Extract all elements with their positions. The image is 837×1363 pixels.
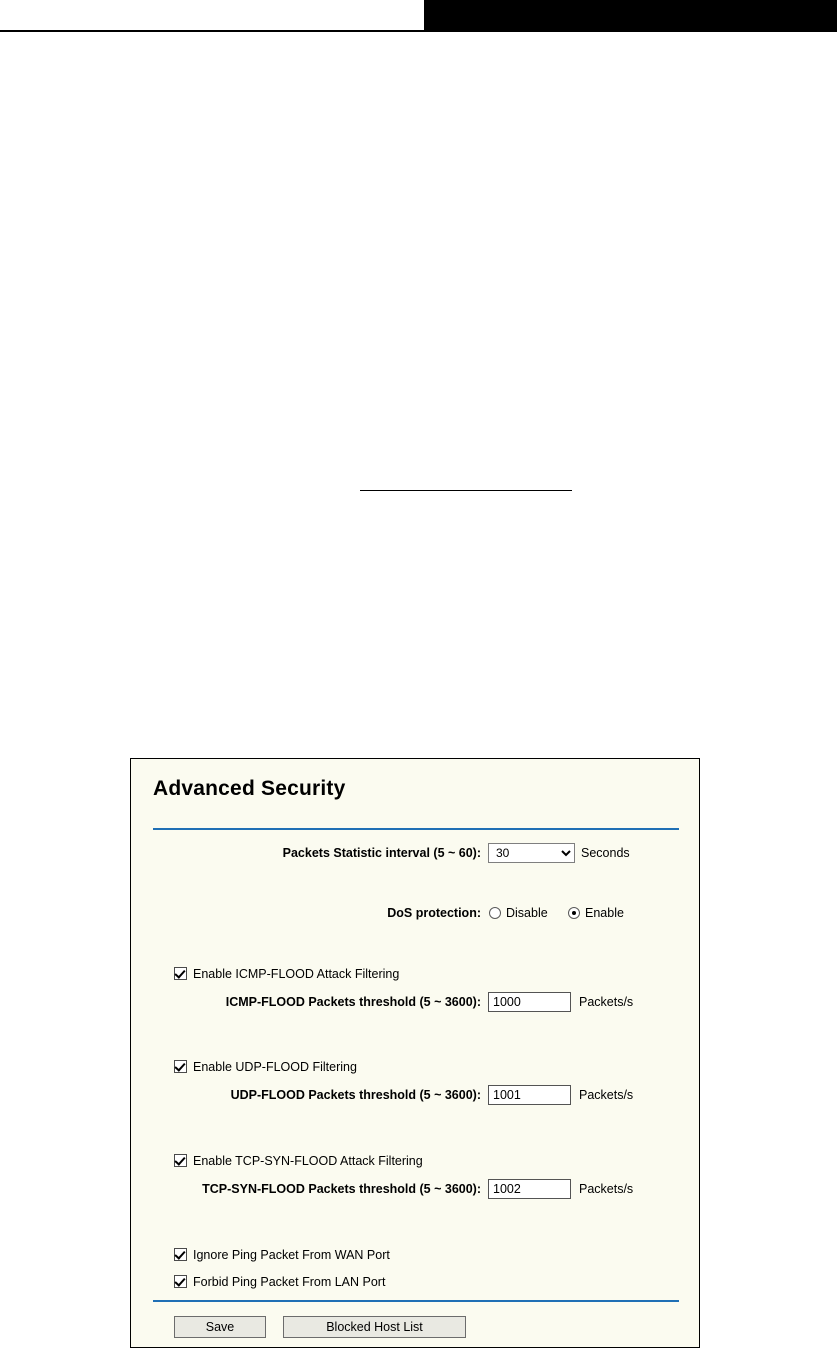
icmp-flood-checkbox[interactable]	[174, 967, 187, 980]
forbid-ping-lan-label: Forbid Ping Packet From LAN Port	[193, 1275, 386, 1289]
forbid-ping-lan-checkbox[interactable]	[174, 1275, 187, 1288]
save-button[interactable]: Save	[174, 1316, 266, 1338]
row-ignore-ping-wan	[131, 1245, 699, 1267]
tcp-syn-threshold-input[interactable]	[488, 1179, 571, 1199]
row-tcp-syn-threshold	[131, 1178, 699, 1200]
packets-statistic-label: Packets Statistic interval (5 ~ 60):	[282, 846, 481, 860]
row-udp-threshold	[131, 1084, 699, 1106]
dos-disable-label: Disable	[506, 906, 548, 920]
tcp-syn-flood-checkbox[interactable]	[174, 1154, 187, 1167]
dos-enable-label: Enable	[585, 906, 624, 920]
dos-enable-radio[interactable]	[568, 907, 580, 919]
ignore-ping-wan-label: Ignore Ping Packet From WAN Port	[193, 1248, 390, 1262]
dos-disable-radio[interactable]	[489, 907, 501, 919]
tcp-syn-threshold-unit: Packets/s	[579, 1182, 634, 1196]
tcp-syn-threshold-label: TCP-SYN-FLOOD Packets threshold (5 ~ 3600):	[202, 1182, 481, 1196]
row-packets-statistic	[131, 842, 699, 864]
footer-divider	[153, 1300, 679, 1302]
udp-flood-checkbox[interactable]	[174, 1060, 187, 1073]
icmp-threshold-unit: Packets/s	[579, 995, 634, 1009]
row-icmp-threshold	[131, 991, 699, 1013]
udp-threshold-input[interactable]	[488, 1085, 571, 1105]
icmp-threshold-input[interactable]	[488, 992, 571, 1012]
packets-statistic-select[interactable]	[488, 843, 575, 863]
icmp-flood-checkbox-label: Enable ICMP-FLOOD Attack Filtering	[193, 967, 400, 981]
tcp-syn-flood-checkbox-label: Enable TCP-SYN-FLOOD Attack Filtering	[193, 1154, 423, 1168]
icmp-threshold-label: ICMP-FLOOD Packets threshold (5 ~ 3600):	[225, 995, 481, 1009]
page-title: Advanced Security	[153, 777, 346, 800]
page-link-placeholder[interactable]	[360, 476, 572, 491]
header-banner	[424, 0, 837, 30]
title-divider	[153, 828, 679, 830]
row-forbid-ping-lan	[131, 1272, 699, 1294]
ignore-ping-wan-checkbox[interactable]	[174, 1248, 187, 1261]
udp-threshold-unit: Packets/s	[579, 1088, 634, 1102]
packets-statistic-unit: Seconds	[581, 846, 630, 860]
row-icmp-checkbox	[131, 964, 699, 986]
header-divider	[0, 30, 837, 32]
row-udp-checkbox	[131, 1057, 699, 1079]
row-tcp-syn-checkbox	[131, 1151, 699, 1173]
udp-threshold-label: UDP-FLOOD Packets threshold (5 ~ 3600):	[230, 1088, 481, 1102]
blocked-host-list-button[interactable]: Blocked Host List	[283, 1316, 466, 1338]
dos-protection-label: DoS protection:	[387, 906, 481, 920]
advanced-security-panel	[130, 758, 700, 1348]
row-dos-protection	[131, 902, 699, 924]
udp-flood-checkbox-label: Enable UDP-FLOOD Filtering	[193, 1060, 357, 1074]
